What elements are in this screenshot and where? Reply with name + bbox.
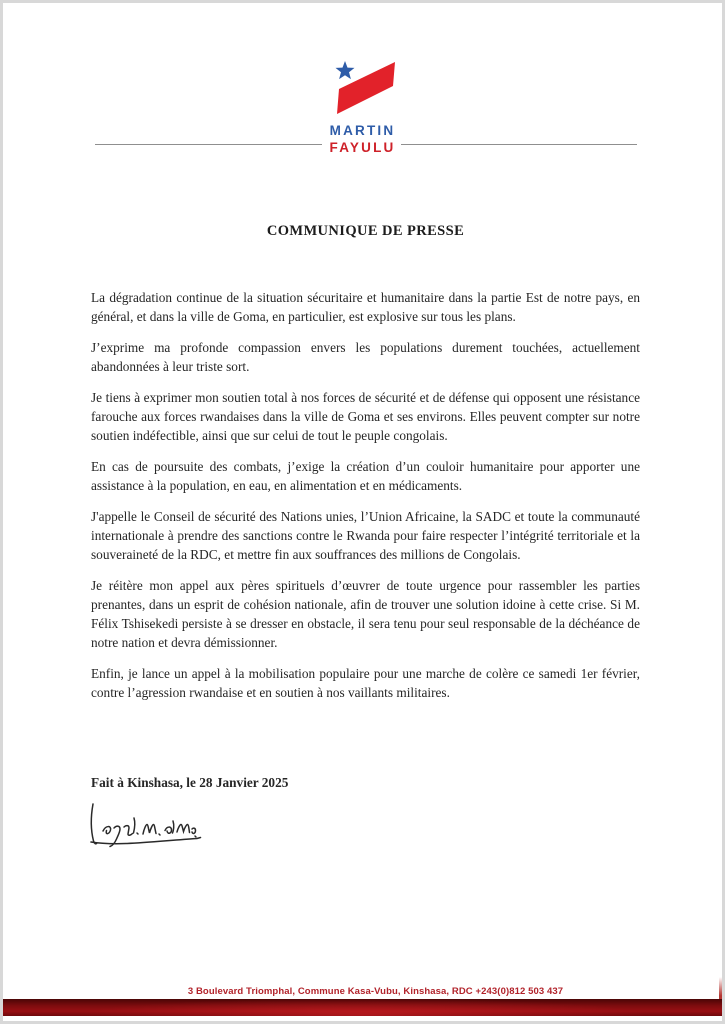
paragraph: Enfin, je lance un appel à la mobilisation populaire pour une marche de colère ce samedi 1er février, contre l’agression rwandaise et en soutien à nos vaillants militaires. [91,666,640,700]
paragraph: En cas de poursuite des combats, j’exige la création d’un couloir humanitaire pour apporter une assistance à la population, en eau, en alimentation et en médicaments. [91,459,640,493]
letterhead-rule-left [95,144,322,145]
footer-address: 3 Boulevard Triomphal, Commune Kasa-Vubu, Kinshasa, RDC +243(0)812 503 437 [187,986,564,997]
logo-name-line1: MARTIN [329,123,396,138]
right-edge-accent [719,977,722,999]
signature-image [85,800,225,854]
footer-bar [3,999,722,1016]
paragraph: J'appelle le Conseil de sécurité des Nations unies, l’Union Africaine, la SADC et toute la communauté internationale à prendre des sanctions contre le Rwanda pour faire respecter l’intégrité territoriale et la souveraineté de la RDC, et mettre fin aux souffrances des millions de Congolais. [91,509,640,562]
document-body [91,223,640,854]
paragraph: Je tiens à exprimer mon soutien total à nos forces de sécurité et de défense qui opposent une résistance farouche aux forces rwandaises dans la ville de Goma et ses environs. Elles peuvent compter sur notre soutien indéfectible, ainsi que sur celui de tout le peuple congolais. [91,390,640,443]
dateline: Fait à Kinshasa, le 28 Janvier 2025 [91,775,289,790]
press-release-title: COMMUNIQUE DE PRESSE [266,223,465,239]
star-icon [336,61,355,79]
fayulu-logo [329,54,401,118]
paragraph: J’exprime ma profonde compassion envers les populations durement touchées, actuellement abandonnées à leur triste sort. [91,340,640,374]
logo-wordmark [3,122,722,156]
logo-name-line2: FAYULU [329,140,396,155]
paragraph: Je réitère mon appel aux pères spirituels d’œuvrer de toute urgence pour rassembler les parties prenantes, dans un esprit de cohésion nationale, afin de trouver une solution idoine à cette crise. Si M. Félix Tshisekedi persiste à se dresser en obstacle, il sera tenu pour seul responsable de la déchéance de notre nation et devra démissionner. [91,578,640,650]
paragraph: La dégradation continue de la situation sécuritaire et humanitaire dans la partie Est de notre pays, en général, et dans la ville de Goma, en particulier, est explosive sur tous les plans. [91,290,640,324]
letterhead-rule-right [401,144,637,145]
